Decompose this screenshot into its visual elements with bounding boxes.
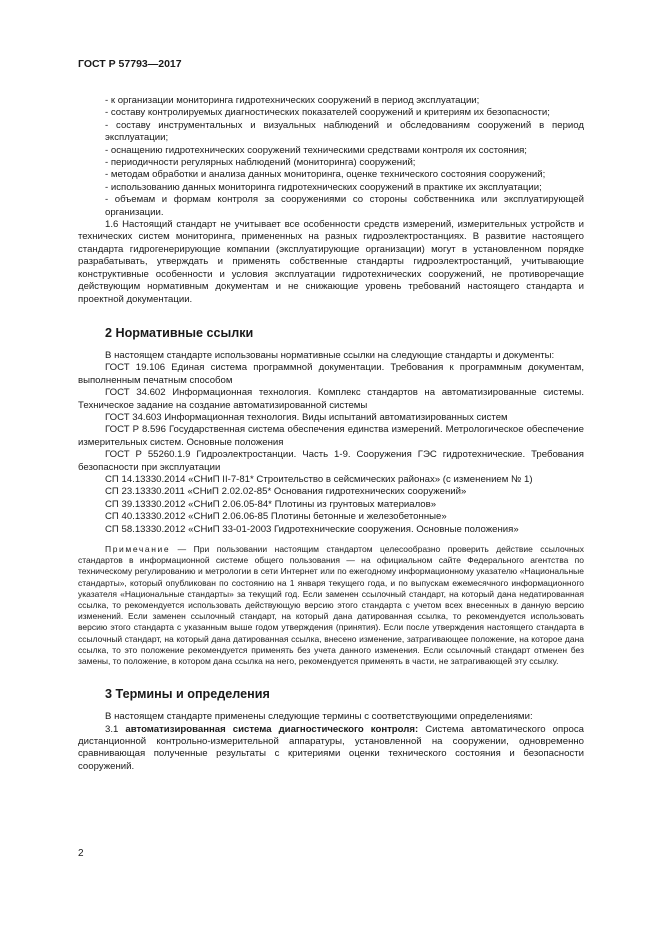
list-item: - составу инструментальных и визуальных наблюдений и обследованиям сооружений в период эксплуатации; (105, 119, 584, 144)
section-2-intro: В настоящем стандарте использованы нормативные ссылки на следующие стандарты и документы: (105, 349, 555, 361)
list-item: - к организации мониторинга гидротехнических сооружений в период эксплуатации; (105, 95, 480, 106)
reference-item: СП 58.13330.2012 «СНиП 33-01-2003 Гидротехнические сооружения. Основные положения» (105, 523, 519, 535)
term-number: 3.1 (105, 723, 126, 735)
paragraph-1-6: 1.6 Настоящий стандарт не учитывает все особенности средств измерений, измерительных устройств и технических систем мониторинга, примененных на разных гидроэлектростанциях. В развитие настоящего стандарта гидрогенерирующие компании (эксплуатирующие организации) могут в установленном порядке разрабатывать, утверждать и применять собственные стандарты гидроэлектростанций, учитывающие конструктивные особенности и условия эксплуатации гидротехнических сооружений, не противоречащие действующим нормативным документам и не снижающие уровень требований настоящего стандарта и проектной документации. (78, 219, 584, 305)
page-content (78, 95, 584, 773)
reference-item: СП 39.13330.2012 «СНиП 2.06.05-84* Плотины из грунтовых материалов» (105, 498, 437, 510)
reference-item: ГОСТ 34.602 Информационная технология. Комплекс стандартов на автоматизированные системы. Техническое задание на создание автоматизированной системы (78, 387, 584, 411)
reference-item: СП 40.13330.2012 «СНиП 2.06.06-85 Плотины бетонные и железобетонные» (105, 511, 447, 523)
reference-item: СП 14.13330.2014 «СНиП II-7-81* Строительство в сейсмических районах» (с изменением № 1) (105, 473, 533, 485)
document-header: ГОСТ Р 57793—2017 (78, 58, 182, 70)
list-item: - периодичности регулярных наблюдений (мониторинга) сооружений; (105, 157, 416, 169)
note-block (78, 544, 584, 667)
term-3-1 (78, 724, 584, 774)
intro-list (78, 95, 584, 219)
term-name: автоматизированная система диагностического контроля: (125, 723, 419, 735)
reference-item: ГОСТ 34.603 Информационная технология. Виды испытаний автоматизированных систем (105, 411, 508, 423)
reference-item: ГОСТ Р 55260.1.9 Гидроэлектростанции. Часть 1-9. Сооружения ГЭС гидротехнические. Требования безопасности при эксплуатации (78, 449, 584, 473)
term-definition: Система автоматического опроса дистанционной контрольно-измерительной аппаратуры, установленной на сооружении, одновременно сравнивающая полученные результаты с критериями оценки технического состояния и безопасности сооружений. (78, 723, 584, 772)
section-3-intro: В настоящем стандарте применены следующие термины с соответствующими определениями: (105, 711, 533, 723)
section-3-heading: 3 Термины и определения (105, 687, 270, 702)
section-2-heading: 2 Нормативные ссылки (105, 325, 254, 340)
page-number: 2 (78, 848, 84, 859)
reference-item: ГОСТ Р 8.596 Государственная система обеспечения единства измерений. Метрологическое обеспечение измерительных систем. Основные положения (78, 424, 584, 448)
note-text: — При пользовании настоящим стандартом целесообразно проверить действие ссылочных стандартов в информационной системе общего пользования — на официальном сайте Федерального агентства по техническому регулированию и метрологии в сети Интернет или по ежегодному информационному указателю «Национальные стандарты», который опубликован по состоянию на 1 января текущего года, и по выпускам ежемесячного информационного указателя «Национальные стандарты» за текущий год. Если заменен ссылочный стандарт, на который дана недатированная ссылка, то рекомендуется использовать действующую версию этого стандарта с учетом всех внесенных в данную версию изменений. Если заменен ссылочный стандарт, на который дана датированная ссылка, то рекомендуется использовать версию этого стандарта с указанным выше годом утверждения (принятия). Если после утверждения настоящего стандарта в ссылочный стандарт, на который дана датированная ссылка, внесено изменение, затрагивающее положение, на которое дана ссылка, то это положение рекомендуется применять без учета данного изменения. Если ссылочный стандарт отменен без замены, то положение, в котором дана ссылка на него, рекомендуется применять в части, не затрагивающей эту ссылку. (78, 544, 584, 667)
list-item: - оснащению гидротехнических сооружений техническими средствами контроля их состояния; (105, 144, 527, 156)
list-item: - методам обработки и анализа данных мониторинга, оценке технического состояния сооружений; (105, 169, 546, 181)
reference-item: ГОСТ 19.106 Единая система программной документации. Требования к программным документам, выполненным печатным способом (78, 362, 584, 386)
reference-item: СП 23.13330.2011 «СНиП 2.02.02-85* Основания гидротехнических сооружений» (105, 486, 467, 498)
note-label: Примечание (105, 544, 171, 554)
list-item: - использованию данных мониторинга гидротехнических сооружений в практике их эксплуатации; (105, 181, 542, 193)
list-item: - составу контролируемых диагностических показателей сооружений и критериям их безопасности; (105, 107, 550, 119)
list-item: - объемам и формам контроля за сооружениями со стороны собственника или эксплуатирующей организации. (105, 194, 584, 218)
